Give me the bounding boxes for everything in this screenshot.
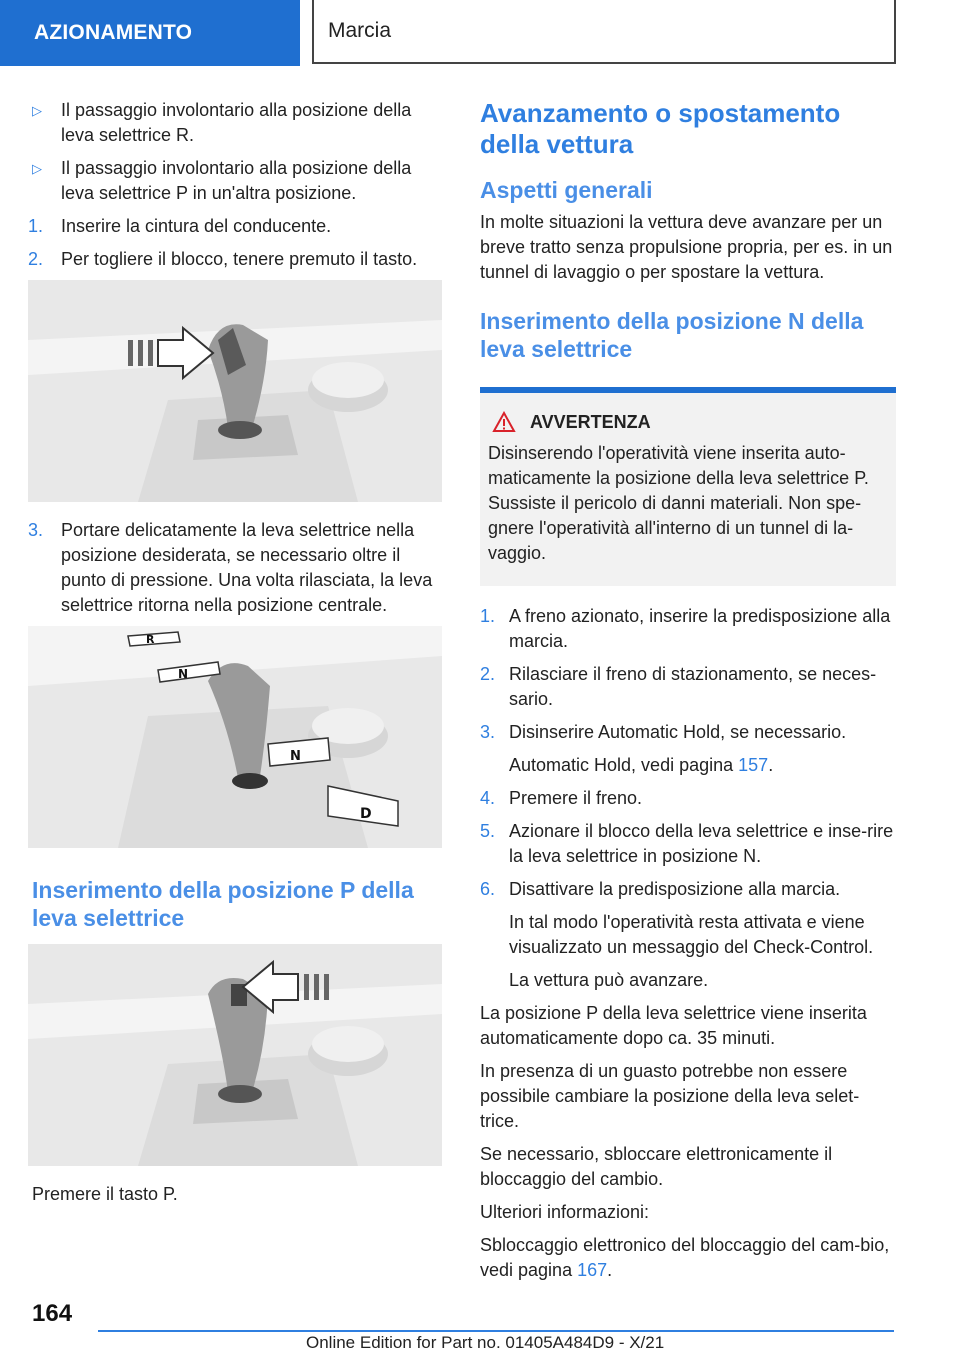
page-link-167[interactable]: 167 xyxy=(577,1260,608,1280)
warning-triangle-icon xyxy=(492,411,516,433)
fig-letter-n: N xyxy=(178,667,189,681)
press-p-instruction: Premere il tasto P. xyxy=(32,1184,178,1204)
section-label: AZIONAMENTO xyxy=(34,21,193,44)
step-3: 3. Portare delicatamente la leva selettrice nella posizione desiderata, se necessario oltre il punto di pressione. Una volta rilasciata, la leva selettrice ritorna nella posizione centrale. xyxy=(28,520,433,615)
left-column xyxy=(28,98,446,1215)
gear-lever-p-button-figure xyxy=(28,944,442,1166)
warning-text: Disinserendo l'operatività viene inserita auto-maticamente la posizione della leva selettrice P. Sussiste il pericolo di danni materiali. Non spe-gnere l'operatività all'interno di un tunnel di la-vaggio. xyxy=(488,443,869,563)
step-2: 2. Rilasciare il freno di stazionamento, se neces-sario. xyxy=(480,664,877,709)
section-title-p: Inserimento della posizione P della leva selettrice xyxy=(32,877,414,931)
triangle-bullet-icon: ▷ xyxy=(32,103,42,118)
footer-edition: Online Edition for Part no. 01405A484D9 - X/21 xyxy=(306,1333,665,1352)
section-title: Avanzamento o spostamento della vettura xyxy=(480,98,841,159)
step-6: 6. Disattivare la predisposizione alla marcia. xyxy=(480,879,841,899)
paragraph: Sbloccaggio elettronico del bloccaggio del cam-bio, vedi pagina 167. xyxy=(480,1235,890,1280)
paragraph: La posizione P della leva selettrice viene inserita automaticamente dopo ca. 35 minuti. xyxy=(480,1003,867,1048)
paragraph: Ulteriori informazioni: xyxy=(480,1202,650,1222)
chapter-header xyxy=(312,0,896,64)
page-number: 164 xyxy=(32,1300,73,1327)
triangle-bullet-icon: ▷ xyxy=(32,161,42,176)
paragraph: In presenza di un guasto potrebbe non essere possibile cambiare la posizione della leva selet-trice. xyxy=(480,1061,860,1131)
warning-title: AVVERTENZA xyxy=(530,411,651,432)
step-5: 5. Azionare il blocco della leva selettrice e inse-rire la leva selettrice in posizione N. xyxy=(480,821,894,866)
footer-divider xyxy=(98,1330,894,1332)
fig-letter-d: D xyxy=(360,806,372,822)
step-3: 3. Disinserire Automatic Hold, se necessario. xyxy=(480,722,847,742)
step-6-note: In tal modo l'operatività resta attivata e viene visualizzato un messaggio del Check-Control. xyxy=(509,912,874,957)
auto-hold-ref: Automatic Hold, vedi pagina 157. xyxy=(509,755,774,775)
paragraph: Se necessario, sbloccare elettronicamente il bloccaggio del cambio. xyxy=(480,1144,833,1189)
list-item: ▷ Il passaggio involontario alla posizione della leva selettrice R. xyxy=(28,98,446,148)
step-1: 1. Inserire la cintura del conducente. xyxy=(28,216,332,236)
step-2: 2. Per togliere il blocco, tenere premuto il tasto. xyxy=(28,249,418,269)
gear-lever-unlock-figure xyxy=(28,280,442,502)
fig-letter-r: R xyxy=(146,633,155,646)
chapter-label: Marcia xyxy=(328,19,392,42)
general-text: In molte situazioni la vettura deve avanzare per un breve tratto senza propulsione propria, per es. in un tunnel di lavaggio o per spostare la vettura. xyxy=(480,212,893,282)
step-6-note: La vettura può avanzare. xyxy=(509,970,709,990)
warning-box xyxy=(480,387,896,586)
subsection-title-general: Aspetti generali xyxy=(480,177,653,203)
right-column xyxy=(480,98,896,1291)
step-1: 1. A freno azionato, inserire la predisposizione alla marcia. xyxy=(480,606,891,651)
fig-letter-n: N xyxy=(290,749,301,764)
list-item: ▷ Il passaggio involontario alla posizione della leva selettrice P in un'altra posizione. xyxy=(28,156,446,206)
step-4: 4. Premere il freno. xyxy=(480,788,643,808)
page-link-157[interactable]: 157 xyxy=(738,755,769,775)
subsection-title-n: Inserimento della posizione N della leva selettrice xyxy=(480,308,864,362)
section-tab xyxy=(0,0,300,66)
gear-lever-positions-figure xyxy=(28,626,442,848)
